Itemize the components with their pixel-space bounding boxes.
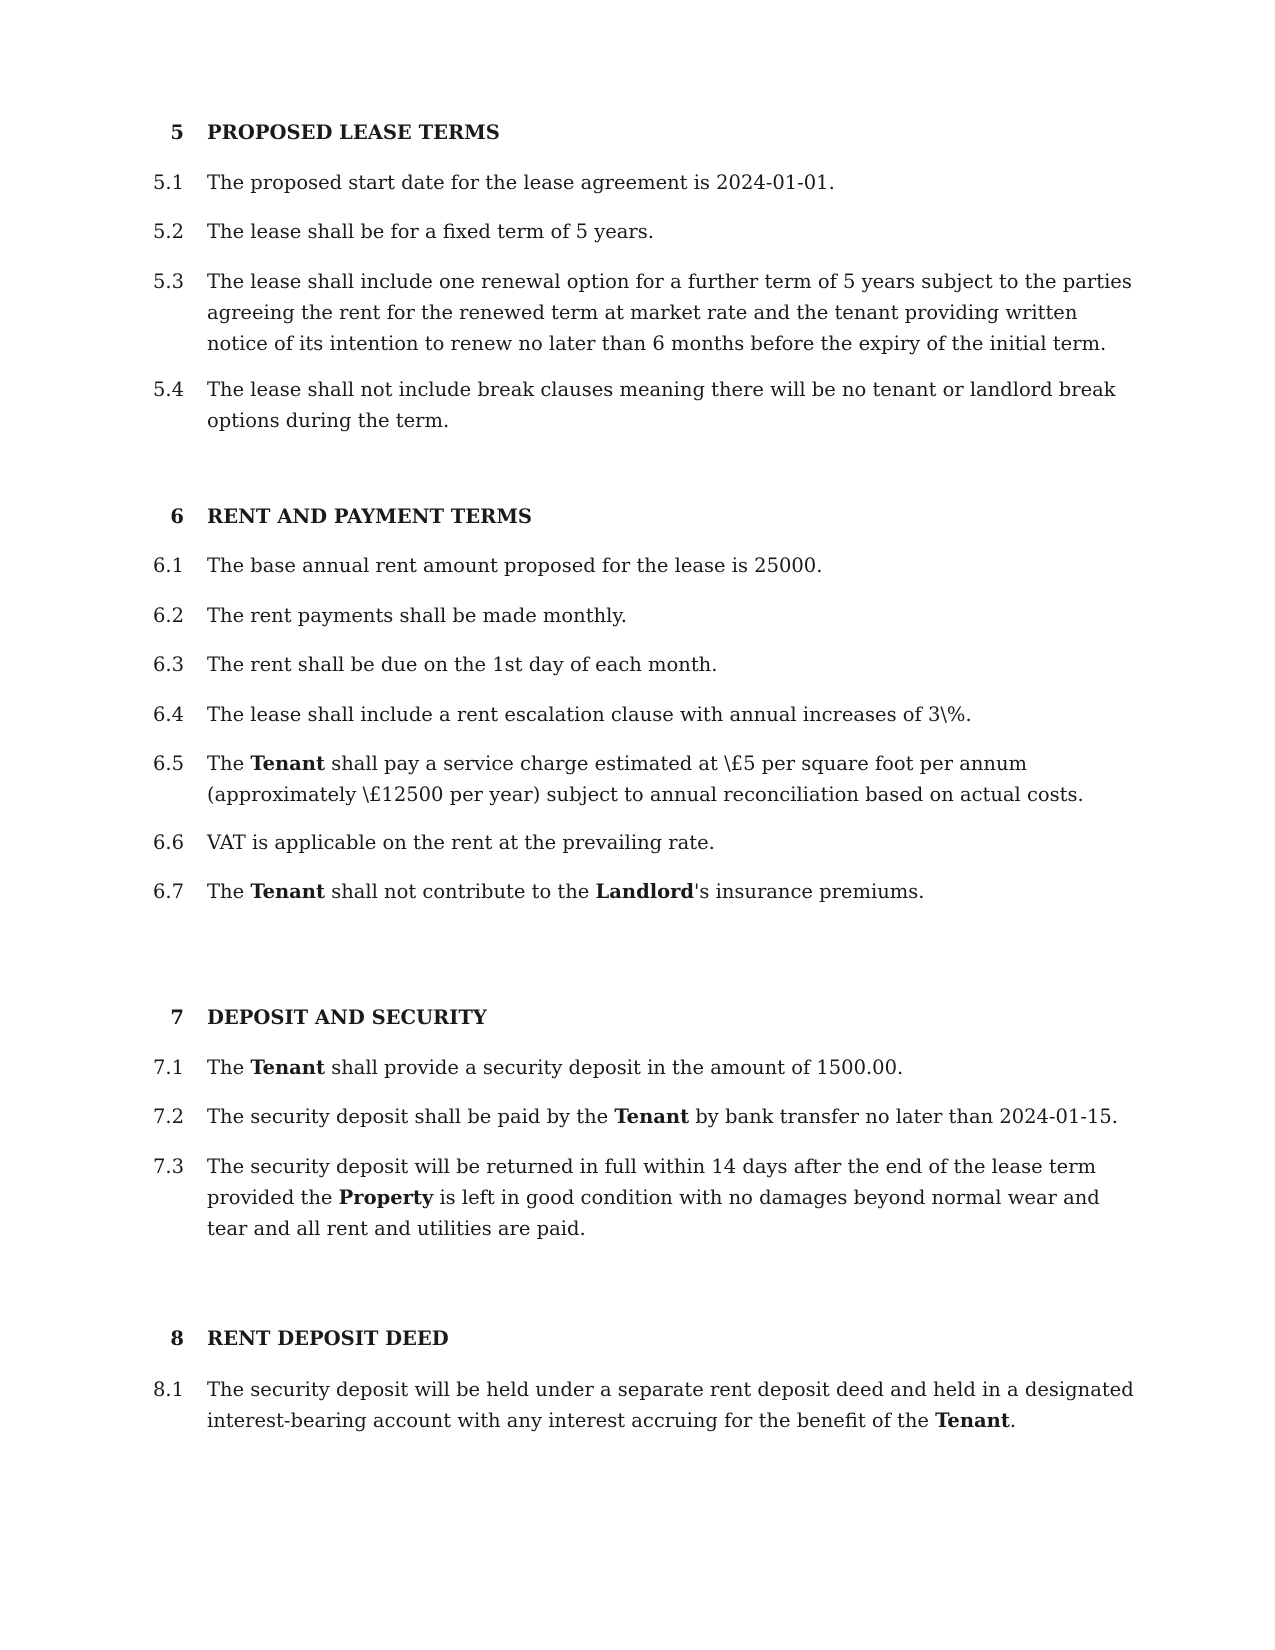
clause-text-run: is left in good condition with no damages beyond normal wear and tear and all rent and utilities are paid. <box>207 1186 1100 1240</box>
section-title: RENT AND PAYMENT TERMS <box>207 505 532 528</box>
clause-text-run: The rent payments shall be made monthly. <box>207 604 627 627</box>
clause-number: 6.3 <box>152 653 184 676</box>
section-title: DEPOSIT AND SECURITY <box>207 1006 487 1029</box>
section-number: 8 <box>170 1327 184 1350</box>
clause-text <box>207 1101 1137 1132</box>
defined-term: Tenant <box>250 880 325 903</box>
clause-number: 5.1 <box>152 171 184 194</box>
clause-text <box>207 600 1137 631</box>
clause-number: 6.7 <box>152 880 184 903</box>
clause-text <box>207 374 1137 436</box>
clause-text-run: The security deposit will be held under a separate rent deposit deed and held in a designated interest-bearing account with any interest accruing for the benefit of the <box>207 1378 1134 1432</box>
clause-text <box>207 1151 1137 1244</box>
clause-text-run: The <box>207 880 251 903</box>
clause-number: 7.3 <box>152 1155 184 1178</box>
clause-number: 5.2 <box>152 220 184 243</box>
clause-text-run: shall not contribute to the <box>325 880 596 903</box>
clause-text <box>207 1374 1137 1436</box>
clause-text <box>207 266 1137 359</box>
defined-term: Tenant <box>935 1409 1010 1432</box>
clause-text <box>207 699 1137 730</box>
clause-number: 6.1 <box>152 554 184 577</box>
clause-text <box>207 167 1137 198</box>
clause-text-run: shall pay a service charge estimated at \£5 per square foot per annum (approximately \£12500 per year) subject to annual reconciliation based on actual costs. <box>207 752 1084 806</box>
clause-text-run: by bank transfer no later than 2024-01-15. <box>689 1105 1118 1128</box>
clause-text-run: The security deposit will be returned in full within 14 days after the end of the lease term provided the <box>207 1155 1097 1209</box>
clause-text-run: The <box>207 752 251 775</box>
section-title: PROPOSED LEASE TERMS <box>207 121 500 144</box>
defined-term: Tenant <box>250 752 325 775</box>
clause-text <box>207 748 1137 810</box>
defined-term: Landlord <box>595 880 695 903</box>
clause-number: 6.4 <box>152 703 184 726</box>
clause-text-run: The lease shall include one renewal option for a further term of 5 years subject to the parties agreeing the rent for the renewed term at market rate and the tenant providing written notice of its intention to renew no later than 6 months before the expiry of the initial term. <box>207 270 1132 355</box>
section-number: 6 <box>170 505 184 528</box>
section-title: RENT DEPOSIT DEED <box>207 1327 449 1350</box>
section-number: 7 <box>170 1006 184 1029</box>
defined-term: Property <box>338 1186 434 1209</box>
defined-term: Tenant <box>614 1105 690 1128</box>
clause-text-run: The lease shall include a rent escalation clause with annual increases of 3\%. <box>207 703 972 726</box>
clause-number: 6.6 <box>152 831 184 854</box>
clause-number: 5.3 <box>152 270 184 293</box>
clause-text-run: VAT is applicable on the rent at the prevailing rate. <box>207 831 715 854</box>
clause-text-run: . <box>1009 1409 1017 1432</box>
clause-number: 6.2 <box>152 604 184 627</box>
clause-number: 8.1 <box>152 1378 184 1401</box>
clause-text-run: The base annual rent amount proposed for the lease is 25000. <box>207 554 823 577</box>
clause-text-run: The security deposit shall be paid by the <box>207 1105 615 1128</box>
clause-text-run: The <box>207 1056 251 1079</box>
clause-text <box>207 1052 1137 1083</box>
clause-text <box>207 216 1137 247</box>
clause-text-run: shall provide a security deposit in the amount of 1500.00. <box>325 1056 904 1079</box>
clause-number: 5.4 <box>152 378 184 401</box>
section-number: 5 <box>170 121 184 144</box>
clause-text-run: The lease shall not include break clauses meaning there will be no tenant or landlord break options during the term. <box>207 378 1116 432</box>
clause-text-run: The lease shall be for a fixed term of 5 years. <box>207 220 654 243</box>
clause-text <box>207 649 1137 680</box>
clause-text <box>207 876 1137 907</box>
clause-number: 6.5 <box>152 752 184 775</box>
clause-text <box>207 550 1137 581</box>
defined-term: Tenant <box>250 1056 325 1079</box>
clause-text-run: The proposed start date for the lease agreement is 2024-01-01. <box>207 171 835 194</box>
clause-text-run: 's insurance premiums. <box>694 880 925 903</box>
clause-text <box>207 827 1137 858</box>
clause-number: 7.1 <box>152 1056 184 1079</box>
clause-number: 7.2 <box>152 1105 184 1128</box>
clause-text-run: The rent shall be due on the 1st day of each month. <box>207 653 718 676</box>
